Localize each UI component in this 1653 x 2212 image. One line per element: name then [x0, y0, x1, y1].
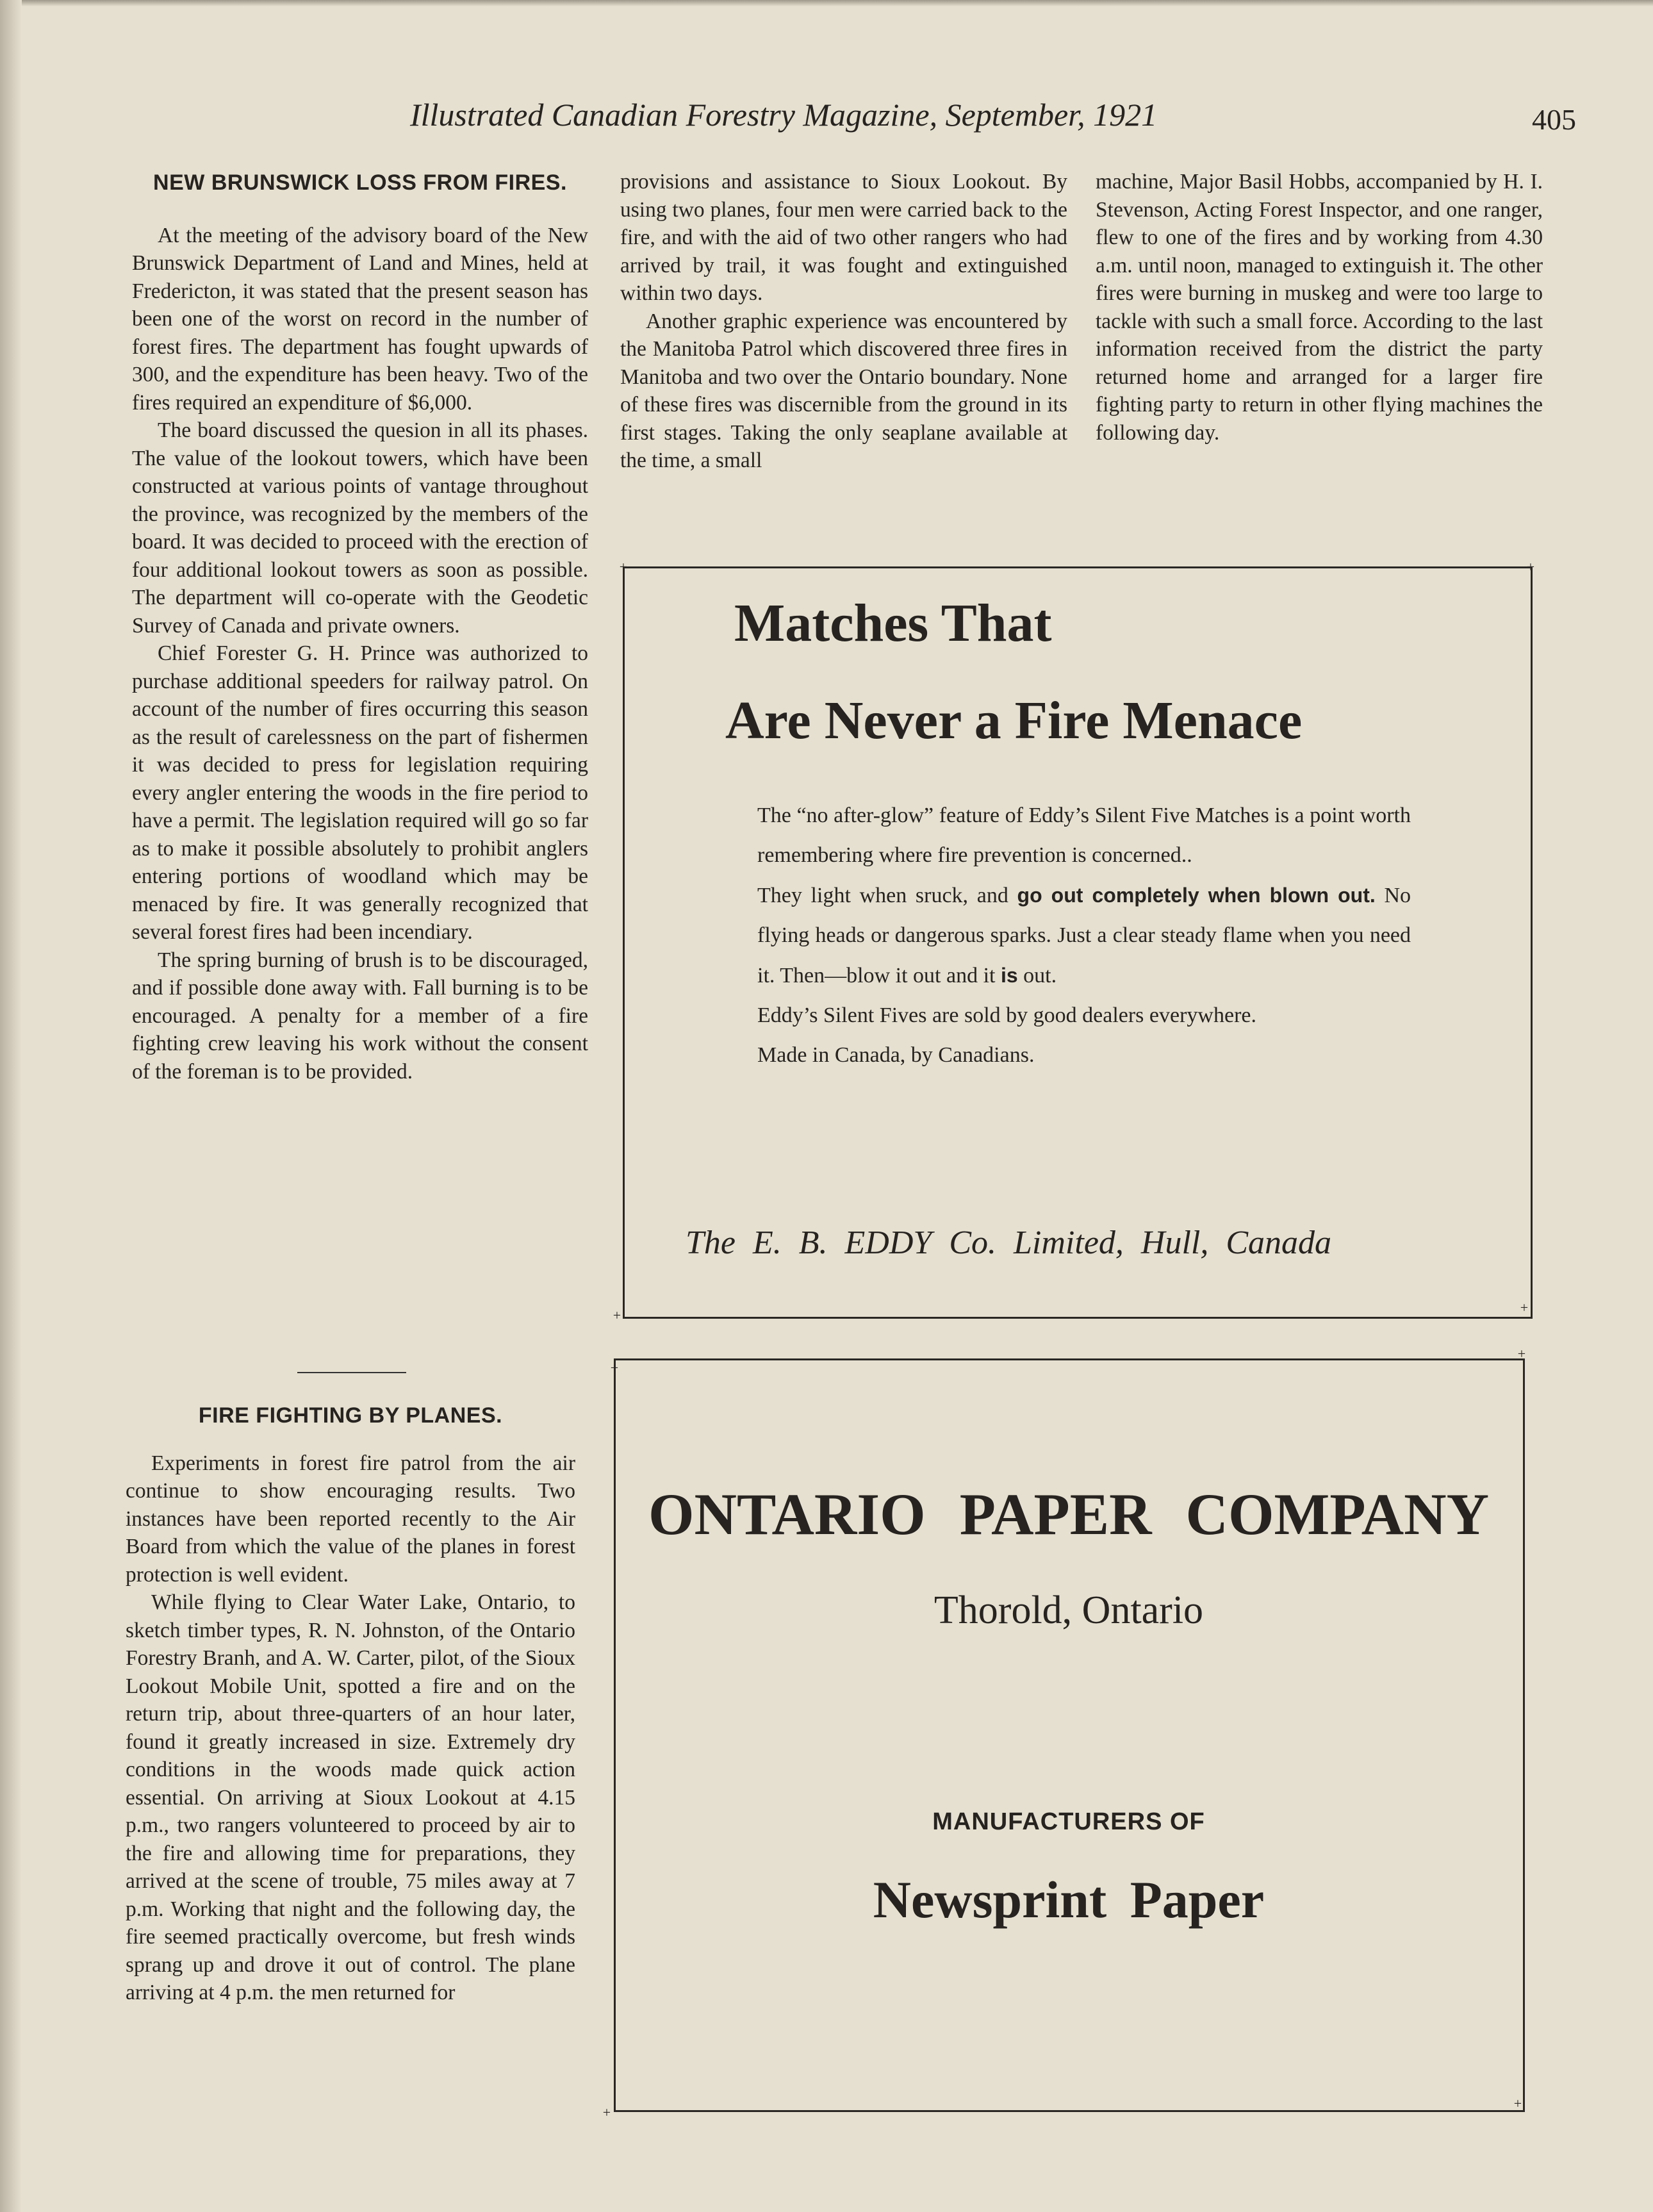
article-paragraph: Another graphic experience was encountered by the Manitoba Patrol which discovered three fires in Manitoba and two over the Ontario boundary. None of these fires was discernible from the ground in its first stages. Taking the only seaplane available at the time, a small	[620, 309, 1067, 472]
article-paragraph: provisions and assistance to Sioux Lookout. By using two planes, four men were carried back to the fire, and with the aid of two other rangers who had arrived by trail, it was fought and extinguished within two days.	[620, 170, 1067, 305]
article-paragraph: The spring burning of brush is to be discouraged, and if possible done away with. Fall burning is to be encouraged. A penalty for a member of a fire fighting crew leaving his work without the consent of the foreman is to be provided.	[132, 948, 588, 1084]
ad-paragraph: Eddy’s Silent Fives are sold by good dealers everywhere.	[757, 1003, 1256, 1027]
ornament-corner: +	[1513, 2095, 1522, 2111]
ornament-corner: +	[1526, 559, 1535, 575]
column-1	[132, 169, 588, 1085]
ad-paragraph: Made in Canada, by Canadians.	[757, 1043, 1035, 1067]
column-3	[1096, 168, 1543, 447]
article-paragraph: While flying to Clear Water Lake, Ontario, to sketch timber types, R. N. Johnston, of the Ontario Forestry Branh, and A. W. Carter, pilot, of the Sioux Lookout Mobile Unit, spotted a fire and on the return trip, about three-quarters of an hour later, found it greatly increased in size. Extremely dry conditions in the woods made quick action essential. On arriving at Sioux Lookout at 4.15 p.m., two rangers volunteered to proceed by air to the fire and allowing time for preparations, they arrived at the scene of trouble, 75 miles away at 7 p.m. Working that night and the following day, the fire seemed practically overcome, but fresh winds sprang up and drove it out of control. The plane arriving at 4 p.m. the men returned for	[126, 1590, 575, 2004]
page-top-edge	[0, 0, 1653, 6]
ad-headline-line-1: Matches That	[734, 593, 1052, 653]
ad-product: Newsprint Paper	[873, 1870, 1265, 1929]
running-head: Illustrated Canadian Forestry Magazine, September, 1921	[410, 97, 1158, 133]
article-paragraph: The board discussed the quesion in all its phases. The value of the lookout towers, which have been constructed at various points of vantage throughout the province, was recognized by the members of the board. It was decided to proceed with the erection of four additional lookout towers as soon as possible. The department will co-operate with the Geodetic Survey of Canada and private owners.	[132, 418, 588, 638]
ad-emphasis: go out completely when blown out.	[1017, 884, 1376, 907]
column-1-lower	[126, 1402, 575, 2007]
ornament-corner: +	[610, 1360, 619, 1376]
ad-emphasis: is	[1000, 964, 1018, 987]
ad-paragraph: The “no after-glow” feature of Eddy’s Silent Five Matches is a point worth remembering where fire prevention is concerned..	[757, 804, 1411, 867]
article-paragraph: machine, Major Basil Hobbs, accompanied by H. I. Stevenson, Acting Forest Inspector, and one ranger, flew to one of the fires and by working from 4.30 a.m. until noon, managed to extinguish it. The other fires were burning in muskeg and were too large to tackle with such a small force. According to the last information received from the district the party returned home and arranged for a larger fire fighting party to return in other flying machines the following day.	[1096, 170, 1543, 445]
article-paragraph: At the meeting of the advisory board of the New Brunswick Department of Land and Mines, held at Fredericton, it was stated that the present season has been one of the worst on record in the number of forest fires. The department has fought upwards of 300, and the expenditure has been heavy. Two of the fires required an expenditure of $6,000.	[132, 223, 588, 415]
ornament-corner: +	[1520, 1300, 1529, 1316]
ornament-corner: +	[1517, 1346, 1526, 1362]
section-divider	[297, 1372, 406, 1373]
ornament-corner: +	[619, 559, 628, 575]
page-binding-edge	[0, 0, 22, 2212]
ad-location: Thorold, Ontario	[933, 1589, 1204, 1632]
ad-text: out.	[1017, 964, 1057, 987]
ad-text: No flying heads or dangerous sparks. Just a clear steady flame when you need it. Then—blow it out and it	[757, 884, 1411, 987]
ad-text: They light when sruck, and	[757, 884, 1017, 907]
article-heading-fire-fighting: FIRE FIGHTING BY PLANES.	[198, 1403, 503, 1428]
ad-manufacturers-label: MANUFACTURERS OF	[932, 1808, 1205, 1835]
ontario-paper-advertisement	[614, 1358, 1525, 2112]
ad-paragraph	[757, 875, 1411, 996]
column-2	[620, 168, 1067, 475]
article-paragraph: Experiments in forest fire patrol from the air continue to show encouraging results. Two instances have been reported recently to the Air Board from which the value of the planes in forest protection is well evident.	[126, 1451, 575, 1587]
page-number: 405	[1532, 103, 1576, 136]
article-paragraph: Chief Forester G. H. Prince was authorized to purchase additional speeders for railway patrol. On account of the number of fires occurring this season as the result of carelessness on the part of fishermen it was decided to press for legislation requiring every angler entering the woods in the fire period to have a permit. The legislation required will go so far as to make it possible absolutely to prohibit anglers entering portions of woodland which may be menaced by fire. It was generally recognized that several forest fires had been incendiary.	[132, 641, 588, 944]
ad-body	[757, 796, 1411, 1075]
ornament-corner: +	[613, 1307, 621, 1323]
article-heading-new-brunswick: NEW BRUNSWICK LOSS FROM FIRES.	[153, 170, 567, 195]
ad-signature: The E. B. EDDY Co. Limited, Hull, Canada	[686, 1225, 1332, 1261]
ad-company-name: ONTARIO PAPER COMPANY	[648, 1482, 1490, 1547]
ad-headline-line-2: Are Never a Fire Menace	[725, 691, 1303, 750]
ornament-corner: +	[602, 2104, 611, 2120]
